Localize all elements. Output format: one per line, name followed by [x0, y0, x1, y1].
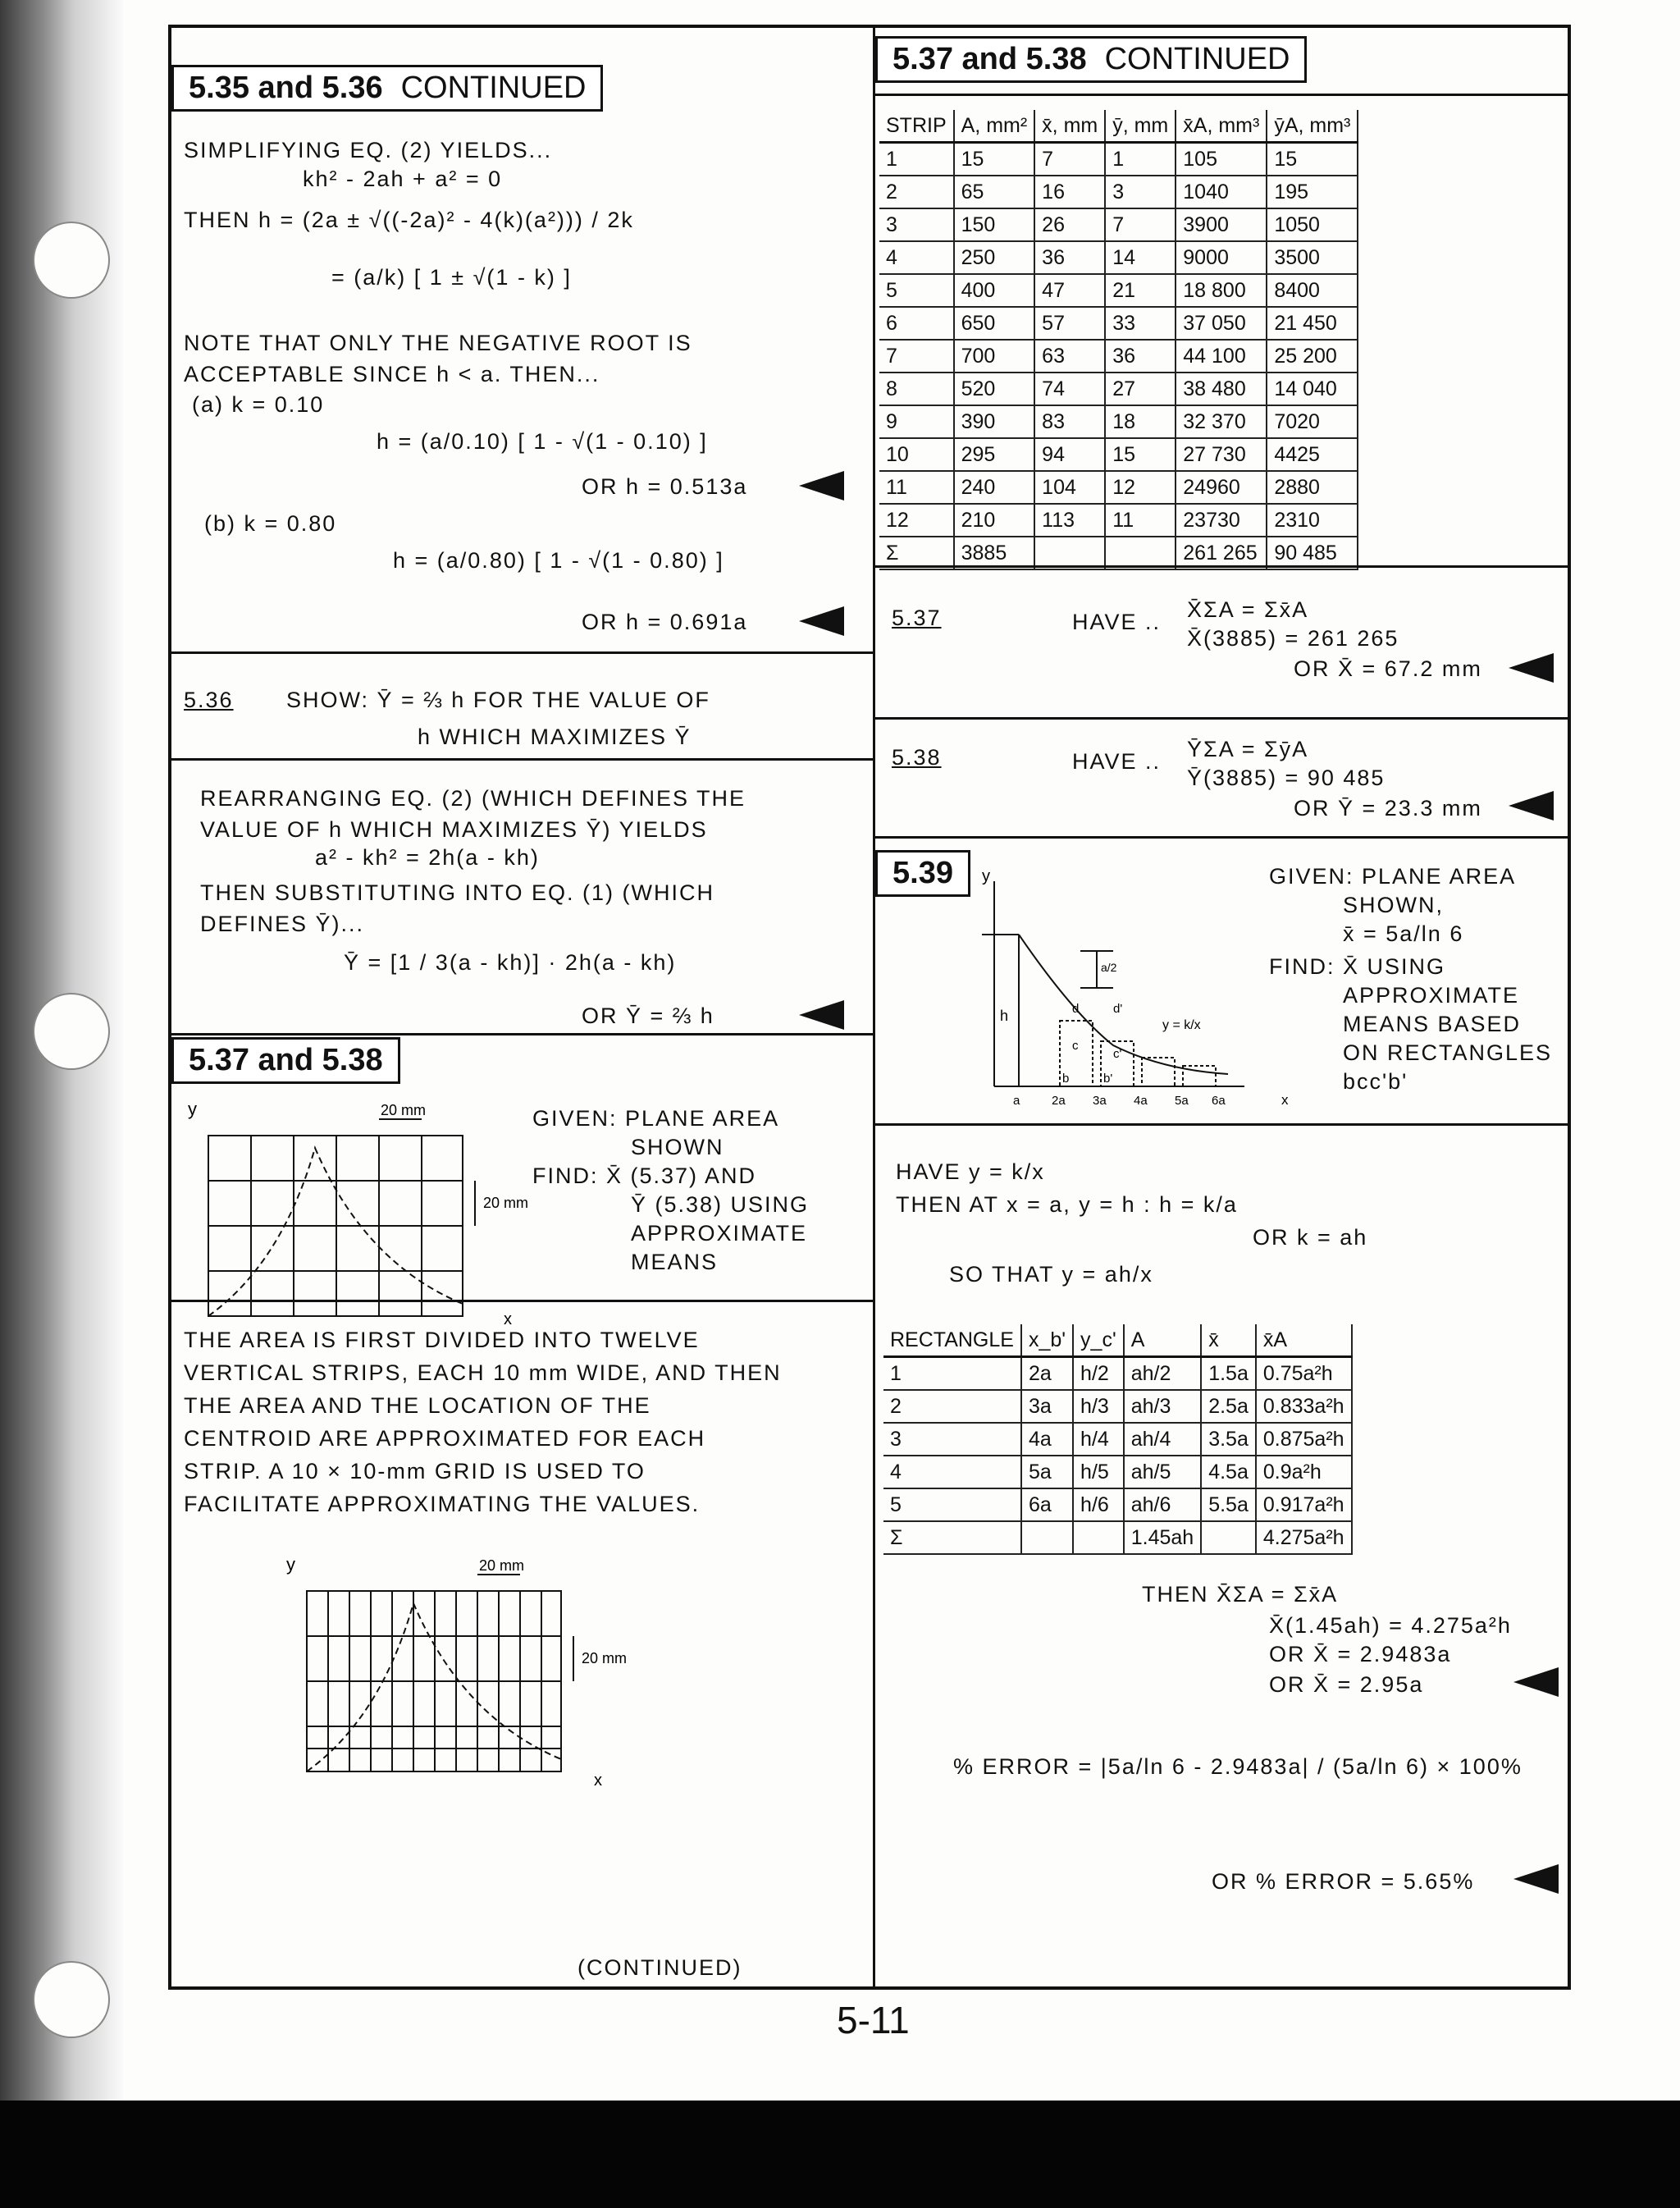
table-cell: 150 [954, 208, 1035, 241]
text-line: STRIP. A 10 × 10-mm GRID IS USED TO [184, 1459, 646, 1483]
tick-label: a [1013, 1094, 1020, 1108]
table-cell: h/6 [1073, 1488, 1124, 1521]
table-cell: 1 [1105, 143, 1176, 176]
scan-bottom-edge [0, 2101, 1680, 2208]
text-line: HAVE y = k/x [896, 1159, 1045, 1184]
answer-arrow-icon [799, 606, 844, 636]
table-row [879, 504, 1358, 537]
tick-label: 6a [1212, 1094, 1226, 1108]
table-cell: 104 [1034, 471, 1105, 504]
text-line: ACCEPTABLE SINCE h < a. THEN... [184, 362, 600, 386]
text-line: (a) k = 0.10 [192, 392, 325, 417]
table-cell: 65 [954, 176, 1035, 208]
binder-hole [33, 1961, 110, 2038]
table-cell: ah/6 [1124, 1488, 1201, 1521]
hyperbola-figure [949, 857, 1310, 1119]
table-cell: 0.833a²h [1256, 1390, 1352, 1423]
have-label: HAVE .. [1072, 610, 1162, 634]
divider [875, 1123, 1571, 1126]
table-cell: 390 [954, 405, 1035, 438]
table-cell: 0.9a²h [1256, 1456, 1352, 1488]
answer-arrow-icon [1513, 1864, 1559, 1894]
column-header: A, mm² [954, 110, 1035, 143]
text-line: (b) k = 0.80 [204, 511, 337, 536]
column-header: x̄A, mm³ [1176, 110, 1267, 143]
problem-label: 5.38 [892, 745, 942, 770]
strip-table [879, 110, 1358, 570]
dim-label: 20 mm [582, 1650, 628, 1666]
table-cell: 15 [1267, 143, 1358, 176]
table-cell: 90 485 [1267, 537, 1358, 569]
table-cell: 520 [954, 373, 1035, 405]
text-line: FACILITATE APPROXIMATING THE VALUES. [184, 1492, 701, 1516]
table-cell: 18 800 [1176, 274, 1267, 307]
given-text: SHOWN [631, 1135, 724, 1159]
equation: THEN h = (2a ± √((-2a)² - 4(k)(a²))) / 2k [184, 208, 634, 232]
table-cell: 2880 [1267, 471, 1358, 504]
table-cell: 8400 [1267, 274, 1358, 307]
column-header: ȳ, mm [1105, 110, 1176, 143]
table-row [879, 438, 1358, 471]
equation: X̄(1.45ah) = 4.275a²h [1269, 1613, 1512, 1638]
point-b: b [1062, 1072, 1070, 1086]
find-text: MEANS BASED [1343, 1012, 1522, 1036]
result: OR X̄ = 67.2 mm [1294, 656, 1482, 681]
table-cell: 4425 [1267, 438, 1358, 471]
panel-header: 5.39 [875, 850, 970, 897]
table-cell: 26 [1034, 208, 1105, 241]
table-cell: 3900 [1176, 208, 1267, 241]
table-row [883, 1390, 1352, 1423]
table-cell: 57 [1034, 307, 1105, 340]
table-cell: 5.5a [1201, 1488, 1256, 1521]
table-cell: 4 [879, 241, 954, 274]
table-row [879, 274, 1358, 307]
equation: h = (a/0.80) [ 1 - √(1 - 0.80) ] [393, 548, 724, 573]
divider [875, 717, 1571, 720]
table-cell: 4 [883, 1456, 1021, 1488]
table-cell: 3500 [1267, 241, 1358, 274]
table-cell: 240 [954, 471, 1035, 504]
point-b: d [1072, 1002, 1080, 1016]
divider [171, 1300, 873, 1302]
table-cell: 12 [879, 504, 954, 537]
table-cell [1201, 1521, 1256, 1554]
find-text: FIND: X̄ (5.37) AND [532, 1163, 757, 1188]
equation: = (a/k) [ 1 ± √(1 - k) ] [331, 265, 572, 290]
table-cell: 1 [883, 1357, 1021, 1391]
table-cell: 14 [1105, 241, 1176, 274]
table-cell: 250 [954, 241, 1035, 274]
rectangle-table [883, 1324, 1353, 1555]
point-c-prime: c' [1113, 1047, 1122, 1061]
table-cell: 18 [1105, 405, 1176, 438]
column-header: y_c' [1073, 1324, 1124, 1357]
column-header: A [1124, 1324, 1201, 1357]
find-text: Ȳ (5.38) USING [631, 1192, 810, 1217]
table-cell: 2310 [1267, 504, 1358, 537]
dim-label: 20 mm [479, 1557, 525, 1574]
table-cell: 16 [1034, 176, 1105, 208]
panel-535-536 [171, 28, 873, 660]
table-cell: 74 [1034, 373, 1105, 405]
table-cell: 3885 [954, 537, 1035, 569]
table-cell: 1 [879, 143, 954, 176]
table-cell: 4.275a²h [1256, 1521, 1352, 1554]
table-cell: 1050 [1267, 208, 1358, 241]
given-text: SHOWN, [1343, 893, 1444, 917]
table-cell: 44 100 [1176, 340, 1267, 373]
table-cell: 11 [879, 471, 954, 504]
curve-label: y = k/x [1162, 1018, 1201, 1032]
table-cell: 23730 [1176, 504, 1267, 537]
table-cell: 0.875a²h [1256, 1423, 1352, 1456]
point-d-prime: d' [1113, 1002, 1123, 1016]
table-cell: 2 [883, 1390, 1021, 1423]
table-cell: ah/4 [1124, 1423, 1201, 1456]
answer-arrow-icon [799, 471, 844, 501]
find-text: APPROXIMATE [631, 1221, 808, 1246]
given-text: x̄ = 5a/ln 6 [1343, 921, 1464, 946]
divider [875, 565, 1571, 568]
point-b-prime: b' [1103, 1072, 1113, 1086]
table-cell: 6a [1021, 1488, 1073, 1521]
text-line: THE AREA AND THE LOCATION OF THE [184, 1393, 651, 1418]
column-header: x̄ [1201, 1324, 1256, 1357]
table-row [883, 1521, 1352, 1554]
table-cell: ah/5 [1124, 1456, 1201, 1488]
find-text: ON RECTANGLES [1343, 1040, 1553, 1065]
table-cell: 2 [879, 176, 954, 208]
text-line: THE AREA IS FIRST DIVIDED INTO TWELVE [184, 1328, 700, 1352]
table-cell: 36 [1105, 340, 1176, 373]
panel-537-538 [171, 1037, 873, 1989]
table-row [879, 307, 1358, 340]
table-cell: Σ [879, 537, 954, 569]
result: OR Ȳ = ⅔ h [582, 1003, 714, 1028]
header-continued: CONTINUED [400, 71, 587, 105]
table-cell: h/2 [1073, 1357, 1124, 1391]
table-cell: 11 [1105, 504, 1176, 537]
divider [171, 651, 873, 654]
table-cell: 3 [883, 1423, 1021, 1456]
table-cell: 1.5a [1201, 1357, 1256, 1391]
panel-537-538-continued [875, 28, 1571, 840]
given-text: GIVEN: PLANE AREA [1269, 864, 1517, 889]
divider [875, 836, 1571, 839]
table-cell: 8 [879, 373, 954, 405]
text-line: NOTE THAT ONLY THE NEGATIVE ROOT IS [184, 331, 692, 355]
table-cell: 5 [879, 274, 954, 307]
table-cell: 15 [954, 143, 1035, 176]
text-line: SO THAT y = ah/x [949, 1262, 1153, 1287]
panel-header [875, 36, 1307, 83]
text-line: VERTICAL STRIPS, EACH 10 mm WIDE, AND THEN [184, 1360, 782, 1385]
table-cell [1021, 1521, 1073, 1554]
table-cell: h/5 [1073, 1456, 1124, 1488]
header-title: 5.35 and 5.36 [189, 71, 383, 105]
divider [875, 94, 1571, 96]
table-cell: 47 [1034, 274, 1105, 307]
table-cell: 295 [954, 438, 1035, 471]
axis-y-label: y [982, 867, 990, 885]
table-row [879, 471, 1358, 504]
text-line: DEFINES Ȳ)... [200, 912, 365, 936]
column-header: RECTANGLE [883, 1324, 1021, 1357]
find-text: FIND: X̄ USING [1269, 954, 1446, 979]
table-row [883, 1423, 1352, 1456]
column-header: STRIP [879, 110, 954, 143]
table-row [883, 1357, 1352, 1391]
binder-hole [33, 222, 110, 299]
show-statement: h WHICH MAXIMIZES Ȳ [418, 725, 692, 749]
axis-y-label: y [188, 1099, 197, 1119]
table-cell: 5a [1021, 1456, 1073, 1488]
table-cell: 0.917a²h [1256, 1488, 1352, 1521]
table-row [879, 208, 1358, 241]
page-number: 5-11 [837, 1999, 910, 2041]
result: OR % ERROR = 5.65% [1212, 1869, 1475, 1894]
text-line: REARRANGING EQ. (2) (WHICH DEFINES THE [200, 786, 746, 811]
table-cell: 24960 [1176, 471, 1267, 504]
table-cell: 9 [879, 405, 954, 438]
solution-sheet [168, 25, 1571, 1990]
table-cell: 650 [954, 307, 1035, 340]
table-cell: h/3 [1073, 1390, 1124, 1423]
table-row [879, 143, 1358, 176]
equation: a² - kh² = 2h(a - kh) [315, 845, 540, 870]
column-header: x_b' [1021, 1324, 1073, 1357]
table-cell: 27 [1105, 373, 1176, 405]
table-cell: 7020 [1267, 405, 1358, 438]
text-line: CENTROID ARE APPROXIMATED FOR EACH [184, 1426, 706, 1451]
table-cell [1034, 537, 1105, 569]
table-cell [1073, 1521, 1124, 1554]
table-cell: 37 050 [1176, 307, 1267, 340]
table-cell: 3 [1105, 176, 1176, 208]
table-cell: 700 [954, 340, 1035, 373]
table-cell: 2.5a [1201, 1390, 1256, 1423]
divider [171, 758, 873, 761]
tick-label: 5a [1175, 1094, 1189, 1108]
answer-arrow-icon [1513, 1667, 1559, 1697]
table-cell: 113 [1034, 504, 1105, 537]
problem-label: 5.36 [184, 688, 234, 712]
table-cell: 12 [1105, 471, 1176, 504]
table-cell: 38 480 [1176, 373, 1267, 405]
grid [307, 1575, 573, 1771]
dim-label: 20 mm [381, 1102, 427, 1118]
grid [208, 1119, 475, 1316]
answer-arrow-icon [1509, 791, 1554, 821]
equation: X̄(3885) = 261 265 [1187, 626, 1399, 651]
table-cell: 32 370 [1176, 405, 1267, 438]
table-cell: ah/2 [1124, 1357, 1201, 1391]
panel-539 [875, 840, 1571, 1989]
answer-arrow-icon [799, 1000, 844, 1030]
dim-label: 20 mm [483, 1195, 529, 1211]
table-cell: 195 [1267, 176, 1358, 208]
table-row [879, 405, 1358, 438]
table-cell: 2a [1021, 1357, 1073, 1391]
table-row [879, 340, 1358, 373]
half-label: a/2 [1101, 961, 1117, 974]
equation: THEN X̄ΣA = Σx̄A [1142, 1582, 1339, 1607]
table-cell: Σ [883, 1521, 1021, 1554]
table-cell: 7 [1105, 208, 1176, 241]
table-cell: 15 [1105, 438, 1176, 471]
show-statement: SHOW: Ȳ = ⅔ h FOR THE VALUE OF [286, 688, 710, 712]
table-cell: 0.75a²h [1256, 1357, 1352, 1391]
axis-x-label: x [1281, 1092, 1289, 1108]
text-line: VALUE OF h WHICH MAXIMIZES Ȳ) YIELDS [200, 817, 708, 842]
table-row [879, 537, 1358, 569]
table-cell: 83 [1034, 405, 1105, 438]
table-cell: 33 [1105, 307, 1176, 340]
table-row [879, 373, 1358, 405]
given-text: GIVEN: PLANE AREA [532, 1106, 780, 1131]
divider [171, 1033, 873, 1035]
equation: Ȳ = [1 / 3(a - kh)] · 2h(a - kh) [344, 950, 677, 975]
equation: OR X̄ = 2.9483a [1269, 1642, 1452, 1666]
table-cell: 36 [1034, 241, 1105, 274]
table-row [883, 1488, 1352, 1521]
table-cell: 105 [1176, 143, 1267, 176]
result: OR h = 0.513a [582, 474, 748, 499]
binder-hole [33, 993, 110, 1070]
table-cell: 21 450 [1267, 307, 1358, 340]
table-cell: 3.5a [1201, 1423, 1256, 1456]
text-line: OR k = ah [1253, 1225, 1368, 1250]
table-cell: 4a [1021, 1423, 1073, 1456]
equation: h = (a/0.10) [ 1 - √(1 - 0.10) ] [377, 429, 708, 454]
table-cell: 9000 [1176, 241, 1267, 274]
table-row [879, 176, 1358, 208]
header-continued: CONTINUED [1104, 42, 1290, 76]
table-cell: 25 200 [1267, 340, 1358, 373]
equation: ȲΣA = ΣȳA [1187, 737, 1309, 761]
table-cell: h/4 [1073, 1423, 1124, 1456]
header-title: 5.37 and 5.38 [892, 42, 1087, 76]
table-cell: 3a [1021, 1390, 1073, 1423]
table-row [879, 241, 1358, 274]
find-text: bcc'b' [1343, 1069, 1408, 1094]
axis-y-label: y [286, 1554, 295, 1575]
grid-figure [282, 1554, 742, 1800]
h-label: h [1000, 1008, 1009, 1024]
axis-x-label: x [594, 1771, 602, 1790]
problem-label: 5.37 [892, 606, 942, 630]
find-text: APPROXIMATE [1343, 983, 1520, 1008]
table-cell: 1040 [1176, 176, 1267, 208]
have-label: HAVE .. [1072, 749, 1162, 774]
table-cell: 4.5a [1201, 1456, 1256, 1488]
table-cell: 210 [954, 504, 1035, 537]
equation: Ȳ(3885) = 90 485 [1187, 766, 1386, 790]
table-cell: 94 [1034, 438, 1105, 471]
column-header: x̄A [1256, 1324, 1352, 1357]
result: OR X̄ = 2.95a [1269, 1672, 1424, 1697]
tick-label: 2a [1052, 1094, 1066, 1108]
axis-x-label: x [504, 1310, 512, 1328]
table-cell: 27 730 [1176, 438, 1267, 471]
table-cell: 1.45ah [1124, 1521, 1201, 1554]
text-line: THEN SUBSTITUTING INTO EQ. (1) (WHICH [200, 880, 714, 905]
table-cell: ah/3 [1124, 1390, 1201, 1423]
continued-note: (CONTINUED) [578, 1955, 742, 1980]
error-equation: % ERROR = |5a/ln 6 - 2.9483a| / (5a/ln 6) × 100% [953, 1754, 1522, 1779]
table-cell: 14 040 [1267, 373, 1358, 405]
tick-label: 3a [1093, 1094, 1107, 1108]
text-line: SIMPLIFYING EQ. (2) YIELDS... [184, 138, 553, 162]
result: OR h = 0.691a [582, 610, 748, 634]
tick-label: 4a [1134, 1094, 1148, 1108]
find-text: MEANS [631, 1250, 719, 1274]
point-c: c [1072, 1039, 1079, 1053]
table-cell: 261 265 [1176, 537, 1267, 569]
table-cell: 63 [1034, 340, 1105, 373]
panel-header: 5.37 and 5.38 [171, 1037, 400, 1084]
table-cell: 7 [879, 340, 954, 373]
answer-arrow-icon [1509, 653, 1554, 683]
table-cell: 21 [1105, 274, 1176, 307]
column-header: ȳA, mm³ [1267, 110, 1358, 143]
table-cell: 10 [879, 438, 954, 471]
result: OR Ȳ = 23.3 mm [1294, 796, 1482, 821]
table-row [883, 1456, 1352, 1488]
table-cell: 6 [879, 307, 954, 340]
table-cell: 3 [879, 208, 954, 241]
equation: kh² - 2ah + a² = 0 [303, 167, 503, 191]
equation: X̄ΣA = Σx̄A [1187, 597, 1309, 622]
table-cell: 5 [883, 1488, 1021, 1521]
table-cell: 7 [1034, 143, 1105, 176]
panel-536 [171, 660, 873, 1037]
column-header: x̄, mm [1034, 110, 1105, 143]
text-line: THEN AT x = a, y = h : h = k/a [896, 1192, 1238, 1217]
table-cell: 400 [954, 274, 1035, 307]
panel-header [171, 65, 603, 112]
table-cell [1105, 537, 1176, 569]
